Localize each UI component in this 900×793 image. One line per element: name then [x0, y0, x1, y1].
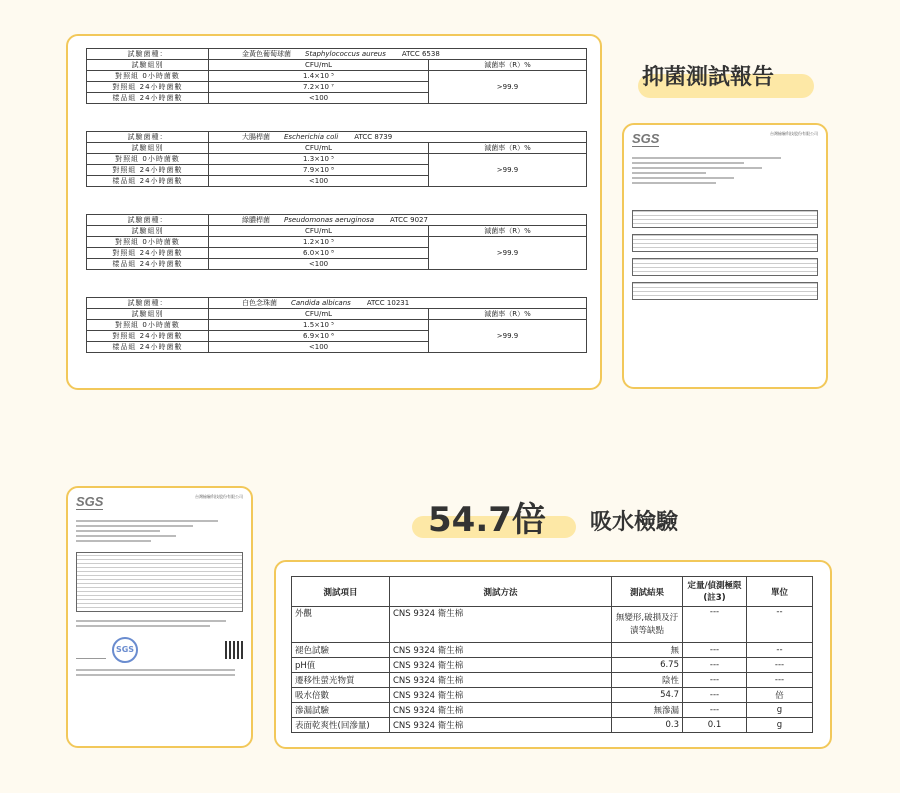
absorption-test-card: [274, 560, 832, 749]
method-cell: CNS 9324 衛生棉: [390, 658, 612, 673]
group-cell: 樣品組 24小時菌數: [87, 93, 209, 104]
group-cell: 樣品組 24小時菌數: [87, 259, 209, 270]
item-cell: 滲漏試驗: [292, 703, 390, 718]
count-cell: <100: [209, 342, 429, 353]
absorption-label: [590, 505, 678, 536]
group-cell: 樣品組 24小時菌數: [87, 342, 209, 353]
table-row: [87, 154, 587, 165]
strain-name-cn: 大腸桿菌: [242, 132, 270, 141]
result-cell: 0.3: [612, 718, 683, 733]
sgs-seal: SGS: [112, 637, 138, 663]
group-cell: 對照組 0小時菌數: [87, 154, 209, 165]
group-cell: 對照組 24小時菌數: [87, 248, 209, 259]
group-cell: 對照組 0小時菌數: [87, 237, 209, 248]
table-row: [87, 71, 587, 82]
count-cell: 6.0×10 ⁸: [209, 248, 429, 259]
count-cell: 1.2×10 ⁵: [209, 237, 429, 248]
method-cell: CNS 9324 衛生棉: [390, 607, 612, 643]
method-cell: CNS 9324 衛生棉: [390, 673, 612, 688]
count-cell: <100: [209, 259, 429, 270]
limit-cell: ---: [683, 673, 747, 688]
report-thumbnail-antimicrobial[interactable]: [622, 123, 828, 389]
method-cell: CNS 9324 衛生棉: [390, 718, 612, 733]
unit-cell: g: [747, 718, 813, 733]
unit-cell: --: [747, 607, 813, 643]
group-cell: 對照組 24小時菌數: [87, 165, 209, 176]
table-row: [292, 643, 813, 658]
strain-label: 試驗菌種：: [87, 49, 209, 60]
strain-atcc: ATCC 6538: [401, 49, 440, 58]
count-cell: 7.2×10 ⁷: [209, 82, 429, 93]
report-thumbnail-absorption[interactable]: [66, 486, 253, 748]
strain-atcc: ATCC 9027: [390, 215, 428, 224]
item-cell: 褪色試驗: [292, 643, 390, 658]
unit-header: CFU/mL: [209, 226, 429, 237]
reduction-header: 減菌率（R）%: [429, 226, 587, 237]
result-cell: 無滲漏: [612, 703, 683, 718]
qr-code-icon: [225, 641, 243, 659]
result-cell: 54.7: [612, 688, 683, 703]
strain-label: 試驗菌種：: [87, 215, 209, 226]
antimicrobial-title: [638, 60, 775, 91]
bacteria-table: [86, 214, 587, 270]
result-cell: 6.75: [612, 658, 683, 673]
strain-name-cn: 白色念珠菌: [242, 298, 277, 307]
group-header: 試驗組別: [87, 226, 209, 237]
unit-header: CFU/mL: [209, 309, 429, 320]
item-cell: pH值: [292, 658, 390, 673]
table-row: [292, 703, 813, 718]
method-cell: CNS 9324 衛生棉: [390, 703, 612, 718]
reduction-header: 減菌率（R）%: [429, 309, 587, 320]
strain-name-latin: Staphylococcus aureus: [305, 49, 386, 58]
limit-cell: ---: [683, 658, 747, 673]
limit-cell: ---: [683, 607, 747, 643]
reduction-value: >99.9: [429, 154, 587, 187]
group-cell: 對照組 24小時菌數: [87, 82, 209, 93]
result-cell: 陰性: [612, 673, 683, 688]
antimicrobial-results-card: [66, 34, 602, 390]
table-row: [292, 673, 813, 688]
count-cell: <100: [209, 93, 429, 104]
unit-header: CFU/mL: [209, 143, 429, 154]
group-cell: 對照組 24小時菌數: [87, 331, 209, 342]
table-row: [87, 237, 587, 248]
limit-cell: ---: [683, 688, 747, 703]
bacteria-table: [86, 297, 587, 353]
unit-cell: 倍: [747, 688, 813, 703]
group-header: 試驗組別: [87, 143, 209, 154]
test-results-table: [291, 576, 813, 733]
sgs-logo: SGS: [632, 131, 660, 146]
strain-name: [209, 298, 587, 309]
method-cell: CNS 9324 衛生棉: [390, 643, 612, 658]
limit-cell: 0.1: [683, 718, 747, 733]
table-row: [87, 320, 587, 331]
report-heading-2: 台灣檢驗科技股份有限公司: [195, 494, 243, 499]
item-cell: 吸水倍數: [292, 688, 390, 703]
result-cell: 無: [612, 643, 683, 658]
count-cell: 6.9×10 ⁶: [209, 331, 429, 342]
antimicrobial-title-text: 抑菌測試報告: [642, 65, 775, 90]
strain-atcc: ATCC 10231: [366, 298, 410, 307]
group-cell: 對照組 0小時菌數: [87, 71, 209, 82]
column-header: 定量/偵測極限(註3): [683, 577, 747, 607]
table-row: [292, 718, 813, 733]
count-cell: 7.9×10 ⁸: [209, 165, 429, 176]
strain-name: [209, 49, 587, 60]
reduction-value: >99.9: [429, 71, 587, 104]
group-cell: 對照組 0小時菌數: [87, 320, 209, 331]
strain-name-latin: Candida albicans: [291, 298, 351, 307]
reduction-header: 減菌率（R）%: [429, 143, 587, 154]
count-cell: 1.5×10 ⁵: [209, 320, 429, 331]
unit-cell: --: [747, 643, 813, 658]
unit-cell: g: [747, 703, 813, 718]
column-header: 測試結果: [612, 577, 683, 607]
reduction-value: >99.9: [429, 320, 587, 353]
strain-name-latin: Pseudomonas aeruginosa: [284, 215, 374, 224]
strain-label: 試驗菌種：: [87, 132, 209, 143]
result-cell: 無變形,破損及汙漬等缺點: [612, 607, 683, 643]
table-row: [292, 658, 813, 673]
item-cell: 外觀: [292, 607, 390, 643]
group-cell: 樣品組 24小時菌數: [87, 176, 209, 187]
unit-cell: ---: [747, 673, 813, 688]
limit-cell: ---: [683, 703, 747, 718]
column-header: 測試項目: [292, 577, 390, 607]
strain-name-cn: 金黃色葡萄球菌: [242, 49, 291, 58]
signature: [76, 641, 106, 659]
unit-header: CFU/mL: [209, 60, 429, 71]
sgs-logo-2: SGS: [76, 494, 104, 509]
table-row: [292, 688, 813, 703]
group-header: 試驗組別: [87, 309, 209, 320]
count-cell: 1.4×10 ⁵: [209, 71, 429, 82]
column-header: 單位: [747, 577, 813, 607]
count-cell: <100: [209, 176, 429, 187]
reduction-header: 減菌率（R）%: [429, 60, 587, 71]
method-cell: CNS 9324 衛生棉: [390, 688, 612, 703]
bacteria-table: [86, 131, 587, 187]
limit-cell: ---: [683, 643, 747, 658]
table-row: [292, 607, 813, 643]
unit-cell: ---: [747, 658, 813, 673]
item-cell: 遷移性螢光物質: [292, 673, 390, 688]
strain-name-latin: Escherichia coli: [284, 132, 339, 141]
group-header: 試驗組別: [87, 60, 209, 71]
item-cell: 表面乾爽性(回滲量): [292, 718, 390, 733]
bacteria-table: [86, 48, 587, 104]
strain-label: 試驗菌種：: [87, 298, 209, 309]
reduction-value: >99.9: [429, 237, 587, 270]
absorption-label-text: 吸水檢驗: [590, 510, 679, 535]
strain-name: [209, 132, 587, 143]
strain-atcc: ATCC 8739: [354, 132, 393, 141]
count-cell: 1.3×10 ⁵: [209, 154, 429, 165]
absorption-title: [412, 492, 546, 541]
report-heading: 台灣檢驗科技股份有限公司: [770, 131, 818, 136]
strain-name-cn: 綠膿桿菌: [242, 215, 270, 224]
absorption-multiplier: 54.7倍: [428, 500, 546, 540]
column-header: 測試方法: [390, 577, 612, 607]
strain-name: [209, 215, 587, 226]
